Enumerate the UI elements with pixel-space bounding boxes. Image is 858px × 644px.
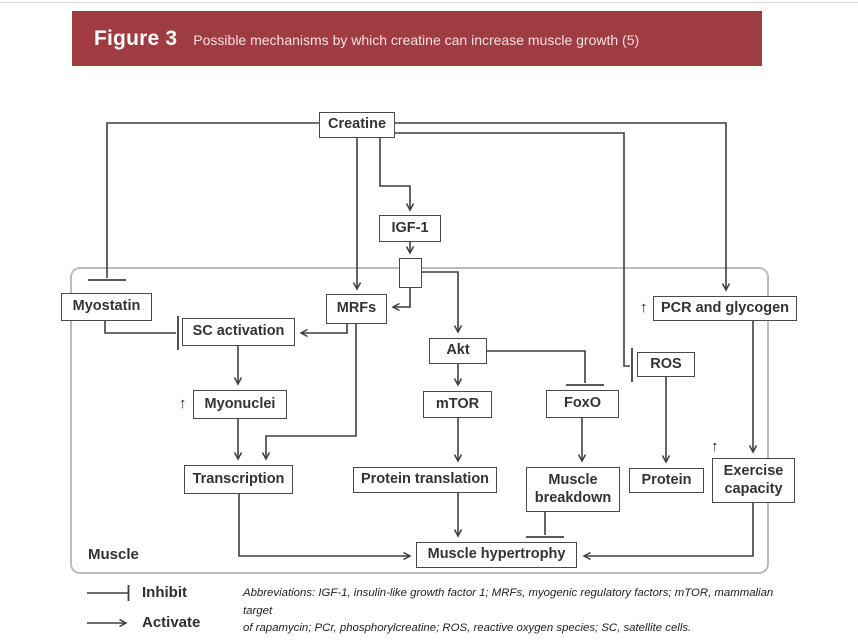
node-mtor-label: mTOR bbox=[435, 395, 480, 412]
node-igf1-label: IGF-1 bbox=[391, 219, 429, 236]
node-akt bbox=[429, 338, 487, 364]
node-transcription bbox=[184, 465, 293, 494]
up-arrow-exercise-capacity: ↑ bbox=[711, 438, 719, 455]
edge-creatine-activate-igf1 bbox=[380, 138, 410, 210]
node-myonuclei bbox=[193, 390, 287, 419]
footnote-line1: Abbreviations: IGF-1, insulin-like growth factor 1; MRFs, myogenic regulatory factors; mTOR, mammalian target bbox=[243, 587, 774, 617]
node-myonuclei-label: Myonuclei bbox=[204, 395, 276, 412]
node-exercise-capacity bbox=[712, 458, 795, 503]
node-sc-activation-label: SC activation bbox=[192, 323, 285, 340]
muscle-container-label: Muscle bbox=[88, 546, 139, 563]
figure-caption: Possible mechanisms by which creatine can increase muscle growth (5) bbox=[193, 32, 640, 48]
node-foxo bbox=[546, 390, 619, 418]
edge-creatine-activate-pcr bbox=[395, 123, 726, 290]
node-mrfs bbox=[326, 294, 387, 324]
node-myostatin bbox=[61, 293, 152, 321]
node-pcr-glycogen bbox=[653, 296, 797, 321]
node-intermediate-box bbox=[399, 258, 422, 288]
node-akt-label: Akt bbox=[446, 342, 470, 359]
node-igf1 bbox=[379, 215, 441, 242]
node-muscle-breakdown-label: Muscle breakdown bbox=[534, 471, 612, 506]
node-exercise-capacity-label: Exercise capacity bbox=[723, 462, 784, 497]
edge-transcription-activate-hypertrophy bbox=[239, 494, 410, 556]
node-sc-activation bbox=[182, 318, 295, 346]
edge-intermediate-activate-mrfs bbox=[393, 288, 410, 307]
figure-number: Figure 3 bbox=[94, 26, 178, 50]
node-protein-label: Protein bbox=[641, 471, 692, 488]
node-muscle-hypertrophy bbox=[416, 542, 577, 568]
edge-intermediate-activate-akt bbox=[422, 272, 458, 332]
node-myostatin-label: Myostatin bbox=[72, 298, 141, 315]
node-creatine-label: Creatine bbox=[327, 116, 387, 133]
edge-akt-inhibit-foxo bbox=[487, 351, 585, 383]
node-protein-translation bbox=[353, 467, 497, 493]
node-pcr-glycogen-label: PCR and glycogen bbox=[660, 299, 790, 316]
node-protein bbox=[629, 468, 704, 493]
edge-creatine-inhibit-myostatin bbox=[107, 123, 319, 278]
legend-inhibit-label: Inhibit bbox=[142, 584, 187, 601]
node-muscle-hypertrophy-label: Muscle hypertrophy bbox=[427, 546, 566, 563]
edge-myostatin-inhibit-sc bbox=[105, 321, 176, 333]
node-creatine bbox=[319, 112, 395, 138]
node-mrfs-label: MRFs bbox=[336, 300, 377, 317]
abbreviations-footnote bbox=[243, 585, 783, 638]
edge-mrfs-activate-sc bbox=[301, 324, 347, 333]
edge-creatine-inhibit-ros bbox=[395, 133, 630, 366]
node-mtor bbox=[423, 391, 492, 418]
footnote-line2: of rapamycin; PCr, phosphorylcreatine; ROS, reactive oxygen species; SC, satellite cells. bbox=[243, 622, 692, 635]
node-muscle-breakdown bbox=[526, 467, 620, 512]
node-protein-translation-label: Protein translation bbox=[360, 471, 490, 488]
legend-activate-label: Activate bbox=[142, 614, 201, 631]
node-ros bbox=[637, 352, 695, 377]
up-arrow-pcr-glycogen: ↑ bbox=[640, 299, 648, 316]
up-arrow-myonuclei: ↑ bbox=[179, 395, 187, 412]
node-ros-label: ROS bbox=[650, 355, 682, 372]
node-transcription-label: Transcription bbox=[192, 470, 285, 487]
node-foxo-label: FoxO bbox=[563, 395, 602, 412]
